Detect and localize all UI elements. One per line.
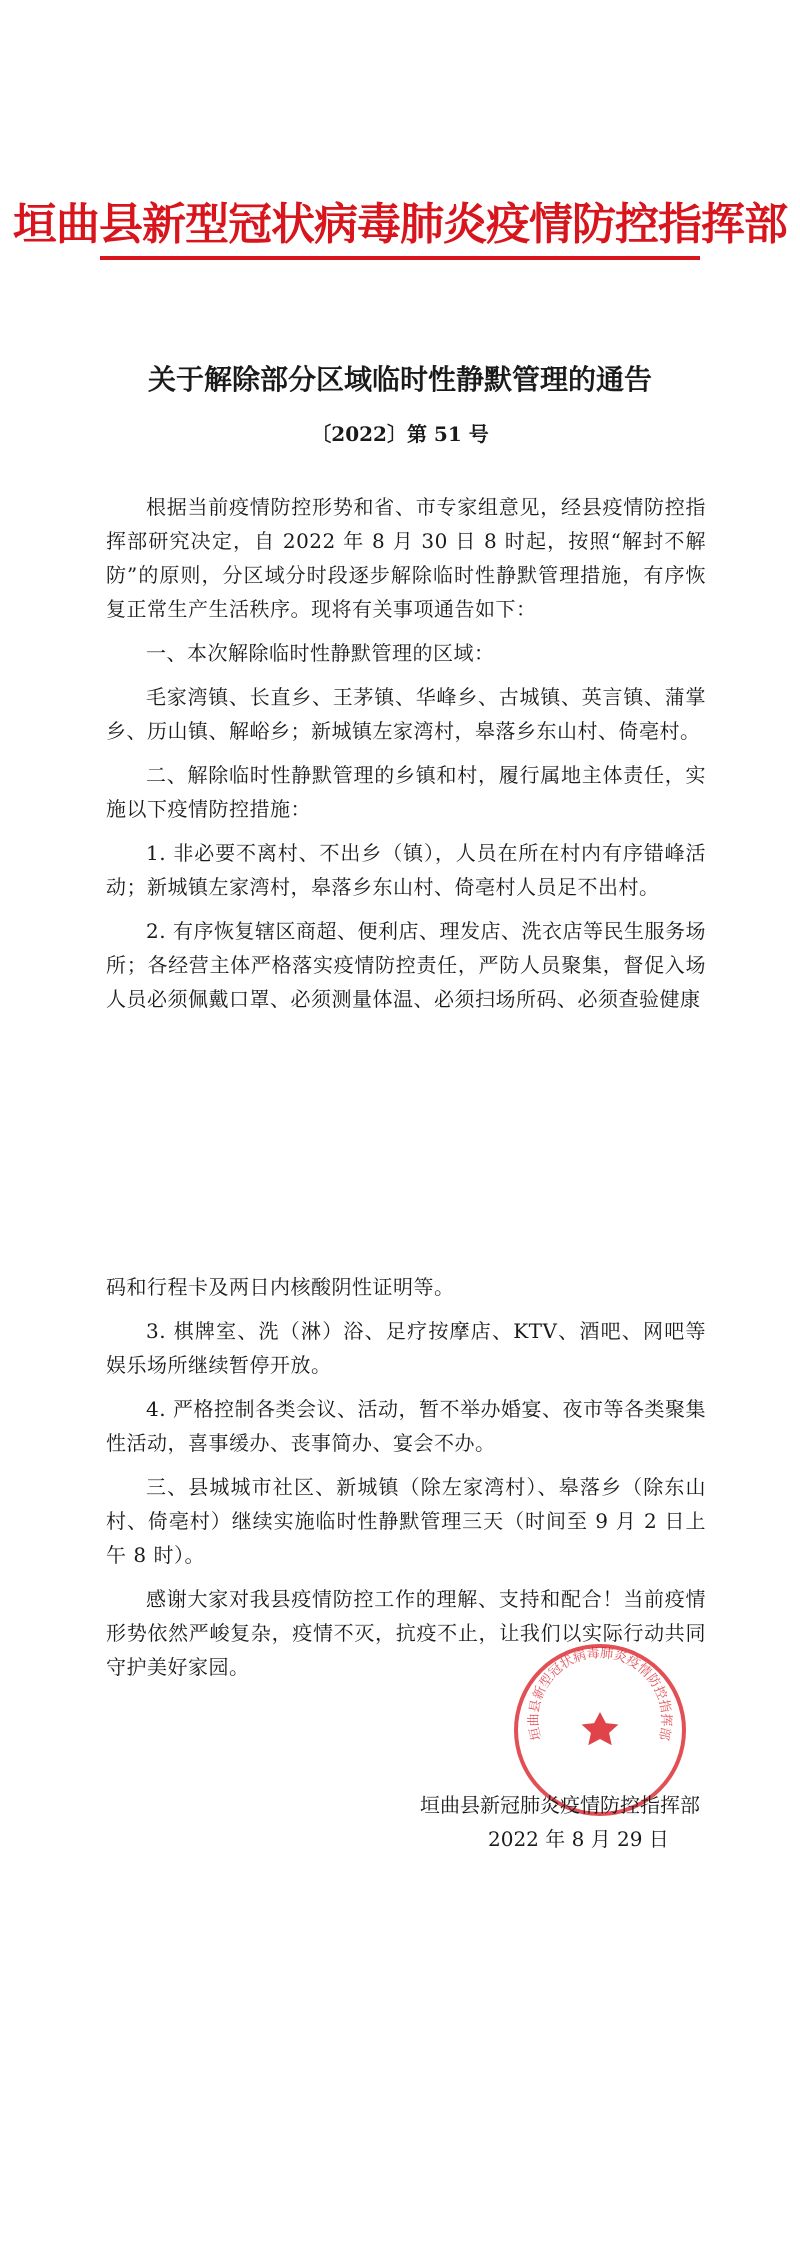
paragraph-section-1-areas: 毛家湾镇、长直乡、王茅镇、华峰乡、古城镇、英言镇、蒲掌乡、历山镇、解峪乡；新城镇左家湾村，皋落乡东山村、倚亳村。 bbox=[106, 685, 706, 743]
signature-date: 2022 年 8 月 29 日 bbox=[488, 1827, 669, 1851]
paragraph-closing: 感谢大家对我县疫情防控工作的理解、支持和配合！当前疫情形势依然严峻复杂，疫情不灭，抗疫不止，让我们以实际行动共同守护美好家园。 bbox=[106, 1587, 706, 1679]
signature-org: 垣曲县新冠肺炎疫情防控指挥部 bbox=[420, 1793, 700, 1817]
paragraph-measure-2: 2. 有序恢复辖区商超、便利店、理发店、洗衣店等民生服务场所；各经营主体严格落实疫情防控责任，严防人员聚集，督促入场人员必须佩戴口罩、必须测量体温、必须扫场所码、必须查验健康 bbox=[106, 919, 706, 1011]
notice-title: 关于解除部分区域临时性静默管理的通告 bbox=[147, 363, 652, 396]
signature-block bbox=[420, 1788, 720, 1856]
paragraph-measure-4: 4. 严格控制各类会议、活动，暂不举办婚宴、夜市等各类聚集性活动，喜事缓办、丧事简办、宴会不办。 bbox=[106, 1397, 706, 1455]
notice-number: 〔2022〕第 51 号 bbox=[311, 422, 489, 446]
paragraph-measure-3: 3. 棋牌室、洗（淋）浴、足疗按摩店、KTV、酒吧、网吧等娱乐场所继续暂停开放。 bbox=[106, 1319, 706, 1377]
notice-body-part1 bbox=[106, 490, 706, 1026]
seal-star-icon bbox=[582, 1712, 619, 1745]
notice-body-part2 bbox=[106, 1270, 706, 1694]
red-divider-line bbox=[100, 256, 700, 260]
seal-text: 垣曲县新型冠状病毒肺炎疫情防控指挥部 bbox=[526, 1646, 674, 1742]
paragraph-section-1-heading: 一、本次解除临时性静默管理的区域： bbox=[146, 641, 495, 665]
paragraph-measure-2-continued: 码和行程卡及两日内核酸阴性证明等。 bbox=[106, 1275, 455, 1299]
paragraph-measure-1: 1. 非必要不离村、不出乡（镇），人员在所在村内有序错峰活动；新城镇左家湾村，皋落乡东山村、倚亳村人员足不出村。 bbox=[106, 841, 706, 899]
paragraph-section-3: 三、县城城市社区、新城镇（除左家湾村）、皋落乡（除东山村、倚亳村）继续实施临时性静默管理三天（时间至 9 月 2 日上午 8 时）。 bbox=[106, 1475, 706, 1567]
paragraph-section-2-heading: 二、解除临时性静默管理的乡镇和村，履行属地主体责任，实施以下疫情防控措施： bbox=[106, 763, 706, 821]
issuer-header: 垣曲县新型冠状病毒肺炎疫情防控指挥部 bbox=[13, 199, 787, 250]
paragraph-intro: 根据当前疫情防控形势和省、市专家组意见，经县疫情防控指挥部研究决定，自 2022 年 8 月 30 日 8 时起，按照“解封不解防”的原则，分区域分时段逐步解除临时性静默管理措施，有序恢复正常生产生活秩序。现将有关事项通告如下： bbox=[106, 495, 706, 621]
